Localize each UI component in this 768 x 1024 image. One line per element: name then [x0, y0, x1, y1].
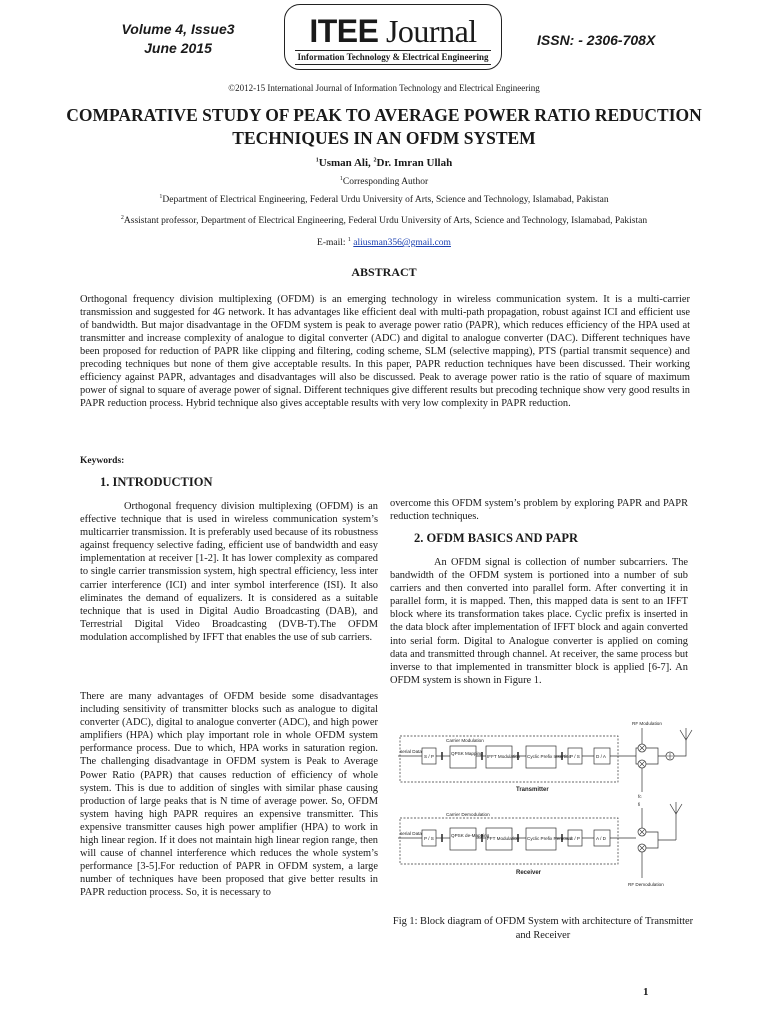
- rx-ps-label: P / S: [424, 836, 434, 841]
- intro-paragraph-3: overcome this OFDM system’s problem by exploring PAPR and PAPR reduction techniques.: [390, 498, 688, 523]
- tx-carrier-mod-label: Carrier Modulation: [446, 738, 484, 743]
- email-sup: 1: [347, 236, 351, 243]
- page-number: 1: [643, 986, 649, 998]
- rx-carrier-demod-label: Carrier Demodulation: [446, 812, 490, 817]
- affiliation-1: [0, 195, 768, 205]
- abstract-heading: ABSTRACT: [351, 265, 417, 279]
- ofdm-block-diagram: [396, 718, 708, 910]
- rx-qpsk-label: QPSK de-Mapping: [451, 833, 490, 838]
- rf-demod-label: RF Demodulation: [628, 882, 664, 887]
- intro-paragraph-2: There are many advantages of OFDM beside some disadvantages including sensitivity of transmitter blocks such as analogue to digital converter (ADC), digital to analogue converter (ADC), and high power amplifiers (HPA) which play important role in whole OFDM system performance process. Due to which, HPA works in saturation region. The challenging disadvantage in OFDM system is Peak to Average Power Ratio (PAPR) that causes reduction of efficiency of whole system. This is due to addition of singles with similar phase causing production of large peaks that is N time of average power. So, OFDM system having high PAPR requires an expensive transmitter. This expensive transmitter causes high power amplifier (HPA) to work in high linear region. If it does not maintain high linear region range, then will cause of channel interference which reduces the whole system’s performance [3-5].For reduction of PAPR in OFDM system, a large number of techniques have been proposed that give better results in PAPR reduction process. So, it is necessary to: [80, 691, 378, 899]
- corr-sup: 1: [339, 175, 343, 182]
- tx-da-label: D / A: [596, 754, 606, 759]
- section-heading-introduction: 1. INTRODUCTION: [100, 475, 213, 489]
- ofdm-basics-paragraph: An OFDM signal is collection of number subcarriers. The bandwidth of the OFDM system is portioned into a number of sub carriers and then converted into parallel form. After converting it in parallel form, it is mapped. Then, this mapped data is sent to an IFFT block where its transformation takes place. Cyclic prefix is inserted in the data block after implementation of IFFT block and again converted into serial form. Digital to Analogue converter is applied on coming data and transmitted through channel. At receiver, the same process but inverse to that implemented in transmitter block is applied [6-7]. An OFDM system is shown in Figure 1.: [390, 557, 688, 686]
- volume-issue: Volume 4, Issue3: [121, 21, 235, 37]
- paper-title: COMPARATIVE STUDY OF PEAK TO AVERAGE POWER RATIO REDUCTION TECHNIQUES IN AN OFDM SYSTEM: [66, 105, 702, 148]
- aff1-sup: 1: [159, 193, 163, 200]
- email-link[interactable]: aliusman356@gmail.com: [353, 238, 451, 248]
- author1-sup: 1: [315, 157, 319, 164]
- journal-name-bold: ITEE: [309, 13, 379, 49]
- journal-logo: [284, 4, 502, 70]
- figure-caption: Fig 1: Block diagram of OFDM System with architecture of Transmitter and Receiver: [392, 916, 694, 941]
- rf-mod-label: RF Modulation: [632, 721, 662, 726]
- rx-serial-data-label: serial Data: [400, 831, 422, 836]
- aff2-text: Assistant professor, Department of Electrical Engineering, Federal Urdu University of Arts, Science and Technology, Islamabad, Pakistan: [123, 216, 648, 226]
- abstract-text: Orthogonal frequency division multiplexing (OFDM) is an emerging technology in wireless communication system. It is a multi-carrier transmission and suggested for 4G network. It has advantages like efficient deal with multi-path propagation, robust against ICI and efficient use of bandwidth. But major disadvantage in the OFDM system is peak to average power ratio (PAPR), which reduces efficiency of the HPA used at transmitter and increase complexity of analogue to digital converter (ADC) and digital to analogue converter (DAC). Different techniques have been proposed for reduction of PAPR like clipping and filtering, coding scheme, SLM (selective mapping), PTS (partial transmit sequence) and precoding techniques but none of them give acceptable results. In this paper, PAPR reduction techniques have been discussed. Their working efficiency against PAPR, advantages and disadvantages will also be discussed. Peak to average power ratio is the ratio of square of maximum power of signal to square of average power of signal. Different techniques give different results but precoding technique show very good results in PAPR reduction process. Hybrid technique also gives acceptable results with very low complexity in PAPR reduction.: [80, 294, 690, 409]
- copyright-notice: ©2012-15 International Journal of Information Technology and Electrical Engineering: [228, 83, 540, 93]
- rx-sp-label: S / P: [570, 836, 580, 841]
- corresponding-author: [0, 177, 768, 187]
- receiver-label: Receiver: [516, 870, 542, 876]
- author2: Dr. Imran Ullah: [376, 157, 453, 169]
- tx-fc-label: fc: [638, 794, 642, 799]
- rx-fft-label: FFT Modulation: [487, 836, 520, 841]
- author1: Usman Ali,: [318, 157, 374, 169]
- aff2-sup: 2: [120, 214, 124, 221]
- journal-issue-info: [118, 20, 238, 58]
- tx-qpsk-label: QPSK Mapping: [451, 751, 483, 756]
- rx-fi-label: fi: [638, 802, 641, 807]
- email-label: E-mail:: [317, 238, 348, 248]
- issn: ISSN: - 2306-708X: [537, 32, 656, 48]
- journal-subtitle: Information Technology & Electrical Engineering: [295, 50, 491, 65]
- author2-sup: 2: [373, 157, 377, 164]
- tx-sp-label: S / P: [424, 754, 434, 759]
- author-list: [0, 157, 768, 169]
- section-heading-ofdm-basics: 2. OFDM BASICS AND PAPR: [414, 531, 579, 545]
- keywords-label: Keywords:: [80, 456, 125, 466]
- issue-date: June 2015: [144, 40, 212, 56]
- email-line: [0, 238, 768, 248]
- tx-cp-label: Cyclic Prefix Insertion: [527, 754, 572, 759]
- tx-ps-label: P / S: [570, 754, 580, 759]
- affiliation-2: [0, 216, 768, 226]
- tx-serial-data-label: serial Data: [400, 749, 422, 754]
- transmitter-label: Transmitter: [516, 787, 549, 793]
- journal-name: [285, 14, 501, 48]
- rx-cp-label: Cyclic Prefix Removal: [527, 836, 572, 841]
- rx-ad-label: A / D: [596, 836, 606, 841]
- journal-name-rest: Journal: [378, 13, 477, 49]
- corr-text: Corresponding Author: [342, 177, 429, 187]
- aff1-text: Department of Electrical Engineering, Federal Urdu University of Arts, Science and Technology, Islamabad, Pakistan: [162, 195, 609, 205]
- intro-paragraph-1: Orthogonal frequency division multiplexing (OFDM) is an effective technique that is used in wireless communication system’s multicarrier transmission. It is preferably used because of its robustness against frequency selective fading, efficient use of bandwidth and easy implementation at receiver [1-2]. It has lower complexity as compared to single carrier transmission system, high spectral efficiency, less inter carrier interference (ICI) and inter symbol interference (ISI). It also eliminates the demand of equalizers. It is considered as a suitable technique that is used in Digital Audio Broadcasting (DAB), and Terrestrial Digital Video Broadcasting (DVB-T).The OFDM modulation accomplished by IFFT that enables the use of sub carriers.: [80, 501, 378, 643]
- tx-ifft-label: IFFT Modulation: [487, 754, 521, 759]
